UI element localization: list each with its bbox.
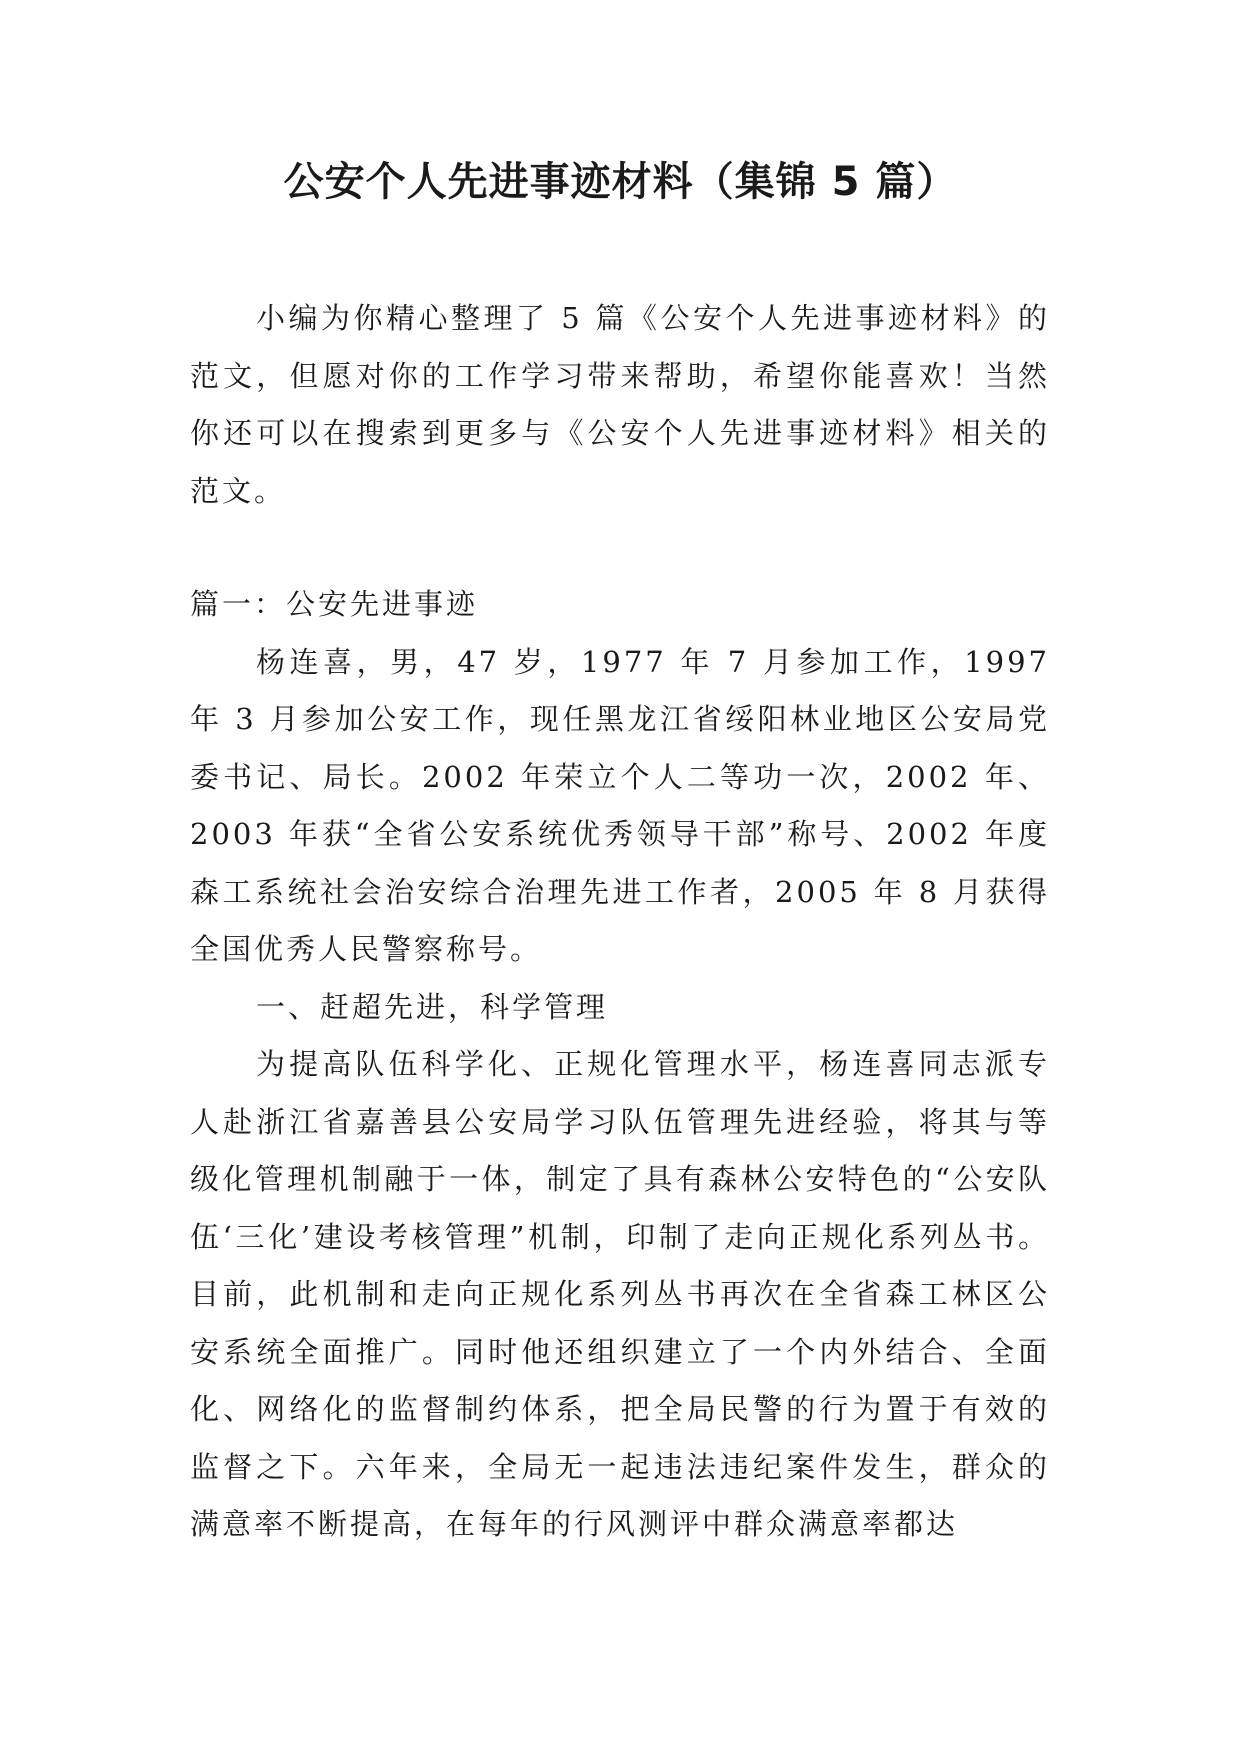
- intro-paragraph: 小编为你精心整理了 5 篇《公安个人先进事迹材料》的范文，但愿对你的工作学习带来帮助，希望你能喜欢！当然你还可以在搜索到更多与《公安个人先进事迹材料》相关的范文。: [190, 301, 1050, 508]
- document-title: 公安个人先进事迹材料（集锦 5 篇）: [283, 159, 958, 205]
- subsection-heading: 一、赶超先进，科学管理: [256, 989, 609, 1024]
- body-paragraph: 杨连喜，男，47 岁，1977 年 7 月参加工作，1997 年 3 月参加公安工作，现任黑龙江省绥阳林业地区公安局党委书记、局长。2002 年荣立个人二等功一次，2002 年、2003 年获“全省公安系统优秀领导干部”称号、2002 年度森工系统社会治安综合治理先进工作者，2005 年 8 月获得全国优秀人民警察称号。: [190, 644, 1050, 966]
- section-spacer: [190, 520, 1050, 576]
- body-paragraph: 为提高队伍科学化、正规化管理水平，杨连喜同志派专人赴浙江省嘉善县公安局学习队伍管理先进经验，将其与等级化管理机制融于一体，制定了具有森林公安特色的“公安队伍‘三化’建设考核管理”机制，印制了走向正规化系列丛书。目前，此机制和走向正规化系列丛书再次在全省森工林区公安系统全面推广。同时他还组织建立了一个内外结合、全面化、网络化的监督制约体系，把全局民警的行为置于有效的监督之下。六年来，全局无一起违法违纪案件发生，群众的满意率不断提高，在每年的行风测评中群众满意率都达: [190, 1047, 1050, 1541]
- section-heading: 篇一：公安先进事迹: [190, 587, 479, 621]
- document-body: [190, 290, 1050, 1554]
